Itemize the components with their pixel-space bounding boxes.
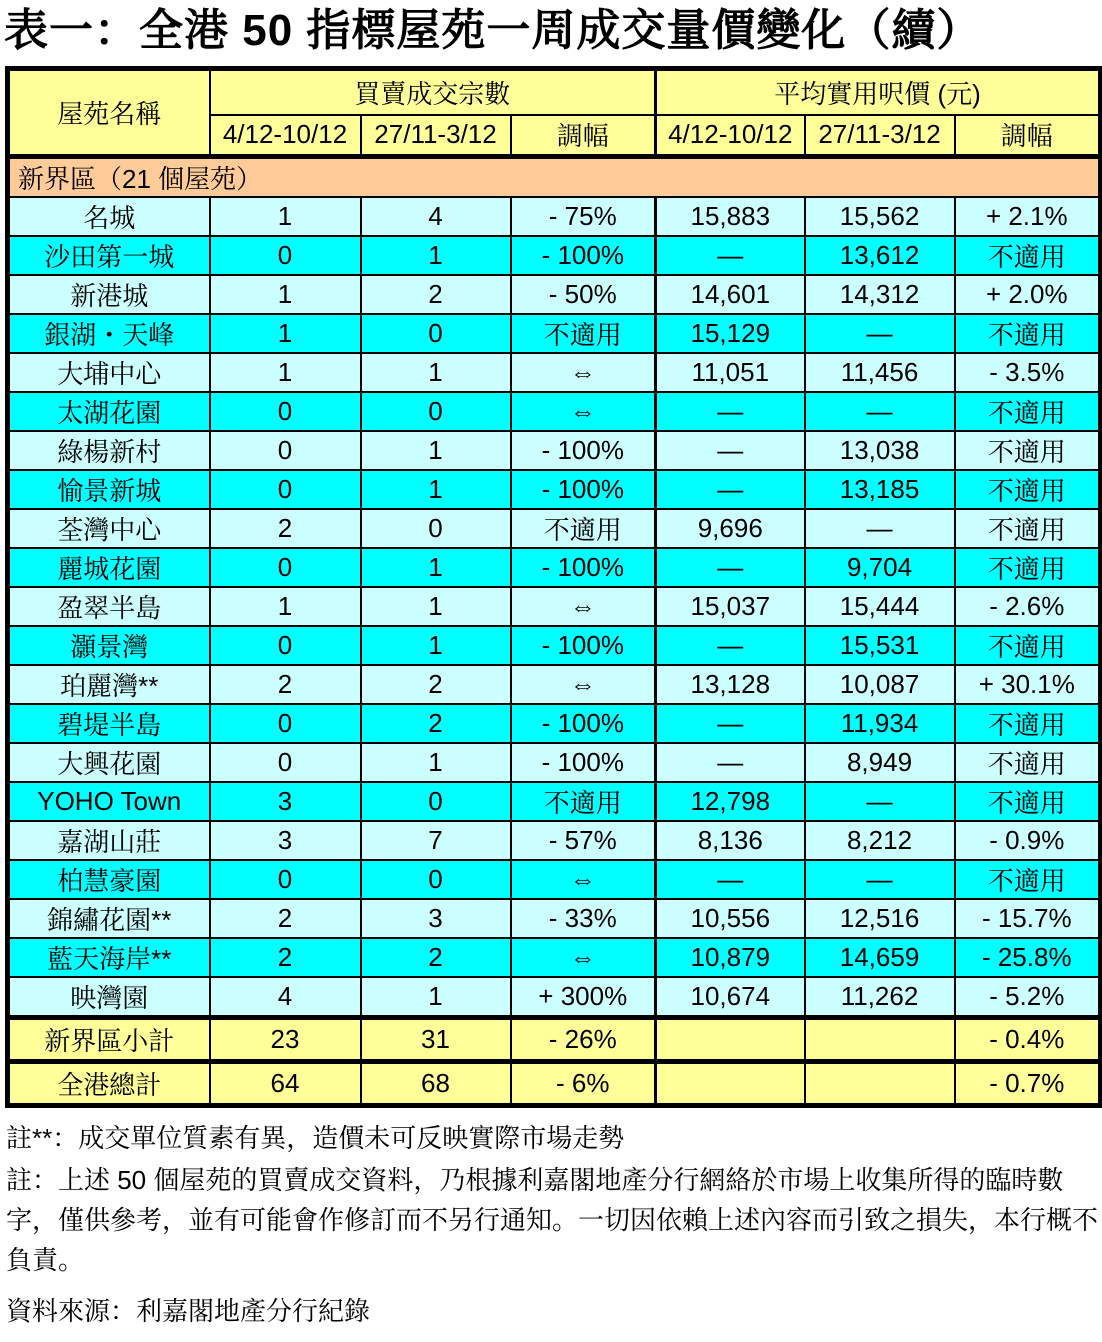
cell-name: 碧堤半島 [8,704,210,743]
header-price-period-current: 4/12-10/12 [656,115,805,157]
cell-vol_prev: 1 [361,353,511,392]
cell-name: 盈翠半島 [8,587,210,626]
estate-row [8,587,1101,626]
cell-vol_cur: 0 [210,704,361,743]
header-volume-group: 買賣成交宗數 [210,69,656,115]
cell-price_chg: + 2.0% [955,275,1101,314]
cell-vol_cur: 1 [210,587,361,626]
cell-price_prev: 8,212 [805,821,955,860]
cell-price_chg: - 15.7% [955,899,1101,938]
cell-price_prev [805,1062,955,1106]
cell-price_cur: — [656,236,805,275]
cell-price_chg: - 0.9% [955,821,1101,860]
cell-vol_prev: 0 [361,314,511,353]
header-group-row [8,69,1101,115]
estate-row [8,938,1101,977]
cell-price_cur: 11,051 [656,353,805,392]
cell-price_cur: 15,883 [656,197,805,236]
cell-price_prev: — [805,782,955,821]
estate-row [8,314,1101,353]
cell-price_chg: 不適用 [955,548,1101,587]
cell-price_cur: 15,037 [656,587,805,626]
cell-vol_chg: - 100% [511,236,656,275]
header-volume-change: 調幅 [511,115,656,157]
cell-price_chg: 不適用 [955,743,1101,782]
cell-price_prev: 13,185 [805,470,955,509]
cell-price_chg: 不適用 [955,782,1101,821]
cell-price_prev: 13,038 [805,431,955,470]
cell-vol_prev: 1 [361,626,511,665]
cell-vol_chg: ⇔ [511,860,656,899]
cell-price_chg: - 2.6% [955,587,1101,626]
cell-vol_cur: 2 [210,899,361,938]
cell-price_chg: + 30.1% [955,665,1101,704]
estate-row [8,860,1101,899]
cell-price_chg: 不適用 [955,470,1101,509]
cell-vol_chg: - 33% [511,899,656,938]
cell-price_prev: — [805,509,955,548]
header-price-group: 平均實用呎價 (元) [656,69,1101,115]
cell-price_cur: 10,674 [656,977,805,1018]
cell-price_cur: — [656,548,805,587]
cell-price_prev: 15,562 [805,197,955,236]
cell-vol_prev: 1 [361,470,511,509]
cell-vol_cur: 64 [210,1062,361,1106]
cell-vol_cur: 0 [210,431,361,470]
cell-name: 映灣園 [8,977,210,1018]
total-row [8,1062,1101,1106]
cell-price_prev: 14,312 [805,275,955,314]
cell-vol_prev: 0 [361,392,511,431]
estate-row [8,275,1101,314]
cell-price_prev: — [805,314,955,353]
cell-vol_chg: 不適用 [511,782,656,821]
estate-row [8,353,1101,392]
header-volume-period-current: 4/12-10/12 [210,115,361,157]
cell-name: 新界區小計 [8,1018,210,1062]
cell-name: 全港總計 [8,1062,210,1106]
cell-vol_chg: 不適用 [511,314,656,353]
cell-vol_chg: - 100% [511,431,656,470]
cell-price_cur: 12,798 [656,782,805,821]
cell-name: 柏慧豪園 [8,860,210,899]
cell-vol_chg: ⇔ [511,392,656,431]
cell-name: 灝景灣 [8,626,210,665]
estate-row [8,704,1101,743]
header-price-period-previous: 27/11-3/12 [805,115,955,157]
cell-price_prev: 15,444 [805,587,955,626]
cell-vol_prev: 0 [361,509,511,548]
cell-name: 大埔中心 [8,353,210,392]
cell-price_chg: - 25.8% [955,938,1101,977]
cell-price_cur: 8,136 [656,821,805,860]
cell-vol_prev: 31 [361,1018,511,1062]
estate-row [8,509,1101,548]
subtotal-row [8,1018,1101,1062]
cell-price_chg: 不適用 [955,626,1101,665]
cell-vol_prev: 68 [361,1062,511,1106]
cell-price_cur: 13,128 [656,665,805,704]
estate-row [8,977,1101,1018]
cell-vol_cur: 1 [210,275,361,314]
cell-vol_cur: 2 [210,938,361,977]
cell-vol_cur: 0 [210,548,361,587]
cell-vol_chg: ⇔ [511,938,656,977]
cell-price_prev: 11,456 [805,353,955,392]
cell-vol_prev: 1 [361,431,511,470]
section-row [8,157,1101,198]
cell-vol_cur: 0 [210,626,361,665]
cell-vol_cur: 1 [210,314,361,353]
cell-name: 愉景新城 [8,470,210,509]
cell-price_prev: 12,516 [805,899,955,938]
cell-vol_chg: - 26% [511,1018,656,1062]
cell-price_cur: — [656,743,805,782]
header-price-change: 調幅 [955,115,1101,157]
cell-vol_prev: 2 [361,665,511,704]
header-volume-period-previous: 27/11-3/12 [361,115,511,157]
cell-price_cur: — [656,470,805,509]
estate-row [8,743,1101,782]
cell-vol_prev: 3 [361,899,511,938]
cell-price_cur: 15,129 [656,314,805,353]
cell-vol_cur: 0 [210,860,361,899]
cell-vol_chg: - 100% [511,470,656,509]
cell-price_chg: 不適用 [955,704,1101,743]
cell-name: 銀湖・天峰 [8,314,210,353]
cell-vol_chg: 不適用 [511,509,656,548]
cell-price_prev: 13,612 [805,236,955,275]
cell-price_cur: 10,879 [656,938,805,977]
data-source: 資料來源：利嘉閣地產分行紀錄 [6,1296,371,1326]
cell-vol_chg: ⇔ [511,587,656,626]
cell-name: 沙田第一城 [8,236,210,275]
cell-vol_prev: 2 [361,275,511,314]
estate-row [8,665,1101,704]
cell-vol_chg: - 6% [511,1062,656,1106]
cell-price_chg: 不適用 [955,392,1101,431]
cell-vol_prev: 1 [361,977,511,1018]
page-title: 表一：全港 50 指標屋苑一周成交量價變化（續） [4,6,982,55]
cell-name: 荃灣中心 [8,509,210,548]
cell-vol_prev: 1 [361,548,511,587]
cell-price_prev: — [805,392,955,431]
cell-price_chg: - 0.7% [955,1062,1101,1106]
cell-price_chg: 不適用 [955,314,1101,353]
cell-price_prev: 8,949 [805,743,955,782]
cell-vol_cur: 0 [210,392,361,431]
cell-price_cur [656,1062,805,1106]
cell-name: 名城 [8,197,210,236]
cell-vol_cur: 1 [210,197,361,236]
footnote-asterisk: 註**：成交單位質素有異，造價未可反映實際市場走勢 [6,1123,625,1153]
estate-row [8,470,1101,509]
cell-price_cur [656,1018,805,1062]
cell-vol_chg: - 50% [511,275,656,314]
cell-price_cur: — [656,626,805,665]
estate-row [8,431,1101,470]
estate-row [8,197,1101,236]
cell-vol_cur: 2 [210,665,361,704]
cell-price_cur: — [656,431,805,470]
cell-price_cur: — [656,860,805,899]
cell-name: 珀麗灣** [8,665,210,704]
cell-name: 太湖花園 [8,392,210,431]
cell-vol_cur: 0 [210,470,361,509]
cell-price_prev: — [805,860,955,899]
cell-vol_prev: 0 [361,782,511,821]
cell-vol_prev: 2 [361,704,511,743]
cell-price_chg: 不適用 [955,431,1101,470]
cell-vol_chg: - 100% [511,704,656,743]
section-header-label: 新界區（21 個屋苑） [8,157,1101,198]
cell-vol_prev: 2 [361,938,511,977]
cell-vol_prev: 0 [361,860,511,899]
cell-vol_chg: - 100% [511,743,656,782]
cell-name: 大興花園 [8,743,210,782]
cell-price_cur: 10,556 [656,899,805,938]
cell-vol_cur: 4 [210,977,361,1018]
cell-name: 錦繡花園** [8,899,210,938]
cell-vol_chg: ⇔ [511,353,656,392]
cell-vol_prev: 4 [361,197,511,236]
cell-price_prev: 14,659 [805,938,955,977]
cell-vol_cur: 3 [210,821,361,860]
estate-row [8,548,1101,587]
cell-name: 藍天海岸** [8,938,210,977]
cell-price_chg: 不適用 [955,236,1101,275]
cell-vol_chg: - 57% [511,821,656,860]
cell-name: 麗城花園 [8,548,210,587]
cell-price_chg: - 5.2% [955,977,1101,1018]
cell-vol_prev: 1 [361,587,511,626]
cell-vol_prev: 7 [361,821,511,860]
cell-vol_chg: - 100% [511,548,656,587]
cell-vol_prev: 1 [361,743,511,782]
cell-vol_chg: - 100% [511,626,656,665]
cell-price_cur: 14,601 [656,275,805,314]
cell-price_prev: 11,262 [805,977,955,1018]
cell-vol_prev: 1 [361,236,511,275]
cell-price_chg: - 3.5% [955,353,1101,392]
cell-vol_chg: + 300% [511,977,656,1018]
estate-row [8,392,1101,431]
estate-row [8,236,1101,275]
cell-vol_chg: - 75% [511,197,656,236]
cell-vol_cur: 0 [210,743,361,782]
cell-name: YOHO Town [8,782,210,821]
cell-price_cur: 9,696 [656,509,805,548]
estate-row [8,782,1101,821]
cell-name: 綠楊新村 [8,431,210,470]
estate-row [8,899,1101,938]
estate-row [8,626,1101,665]
cell-price_chg: + 2.1% [955,197,1101,236]
cell-vol_cur: 23 [210,1018,361,1062]
cell-vol_cur: 3 [210,782,361,821]
cell-price_prev [805,1018,955,1062]
cell-vol_chg: ⇔ [511,665,656,704]
table-header [8,69,1101,157]
footnote-disclaimer: 註：上述 50 個屋苑的買賣成交資料，乃根據利嘉閣地產分行網絡於市場上收集所得的臨時數字，僅供參考，並有可能會作修訂而不另行通知。一切因依賴上述內容而引致之損失，本行概不負責。 [6,1165,1099,1275]
estates-table [5,66,1102,1108]
cell-price_prev: 11,934 [805,704,955,743]
header-estate-name: 屋苑名稱 [8,69,210,157]
cell-price_chg: 不適用 [955,509,1101,548]
cell-name: 嘉湖山莊 [8,821,210,860]
cell-price_prev: 9,704 [805,548,955,587]
cell-vol_cur: 0 [210,236,361,275]
cell-price_chg: 不適用 [955,860,1101,899]
cell-vol_cur: 1 [210,353,361,392]
estate-row [8,821,1101,860]
cell-vol_cur: 2 [210,509,361,548]
table-body [8,157,1101,1106]
cell-price_prev: 15,531 [805,626,955,665]
cell-name: 新港城 [8,275,210,314]
footnotes [6,1118,1098,1328]
cell-price_cur: — [656,704,805,743]
cell-price_chg: - 0.4% [955,1018,1101,1062]
cell-price_prev: 10,087 [805,665,955,704]
cell-price_cur: — [656,392,805,431]
